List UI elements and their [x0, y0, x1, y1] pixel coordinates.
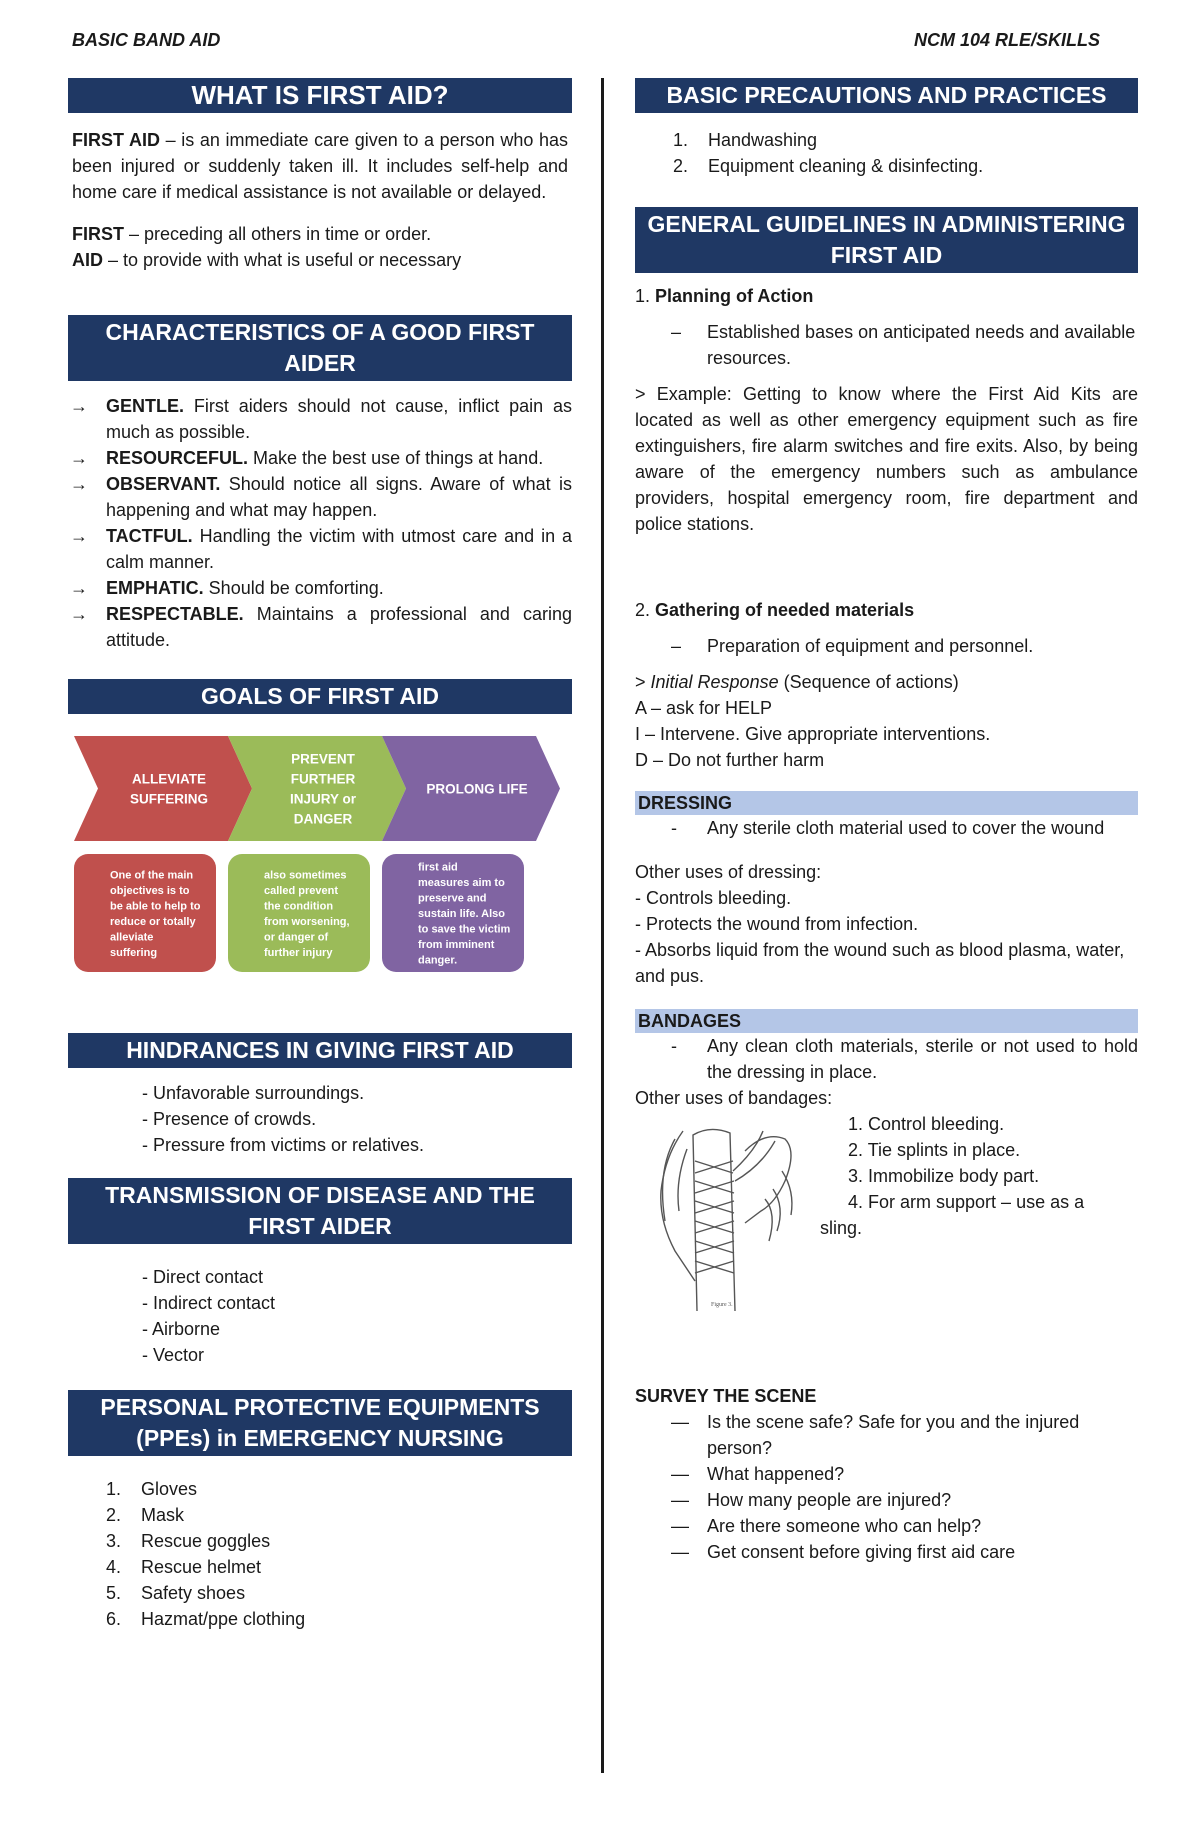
list-item-continuation: sling.: [820, 1218, 863, 1238]
list-item: - Presence of crowds.: [142, 1109, 317, 1129]
arrow-icon: →: [70, 474, 88, 494]
transmission-list: [142, 1264, 572, 1368]
goal-box-text: from imminent: [418, 939, 495, 951]
list-item: - Vector: [142, 1345, 205, 1365]
ppe-list: [68, 1476, 572, 1632]
list-item: I – Intervene. Give appropriate interventions.: [635, 724, 991, 744]
characteristics-list: [68, 393, 572, 653]
list-item: - Any sterile cloth material used to cover the wound: [671, 818, 1105, 838]
list-item: — How many people are injured?: [635, 1487, 1138, 1513]
list-item: → EMPHATIC. Should be comforting.: [68, 575, 572, 601]
figure-caption: Figure 3.: [711, 1302, 733, 1308]
section-title-survey: SURVEY THE SCENE: [635, 1386, 817, 1406]
goal-box-text: preserve and: [418, 892, 487, 905]
precautions-list: [635, 127, 1138, 179]
list-item: - Any clean cloth materials, sterile or not used to hold the dressing in place.: [671, 1036, 1138, 1082]
goal-box-text: be able to help to: [110, 900, 201, 913]
first-definition: FIRST – preceding all others in time or order.: [72, 224, 432, 244]
list-item: → RESPECTABLE. Maintains a professional and caring attitude.: [68, 601, 572, 653]
goal-box-text: to save the victim: [418, 923, 511, 936]
section-title-dressing: DRESSING: [635, 791, 1138, 815]
list-item: 1. Handwashing: [673, 130, 818, 150]
goals-diagram-svg: [68, 736, 572, 988]
list-item: → RESOURCEFUL. Make the best use of things at hand.: [68, 445, 572, 471]
dressing-uses-title: Other uses of dressing:: [635, 862, 822, 882]
dash-marker: —: [671, 1464, 689, 1484]
goal-chevron-label: PROLONG LIFE: [426, 781, 528, 797]
first-aid-definition: FIRST AID – is an immediate care given to a person who has been injured or suddenly taken ill. It includes self-help and home care if medical assistance is not available or delayed.: [72, 130, 568, 202]
goal-chevron-label: ALLEVIATE: [132, 771, 206, 787]
arrow-icon: →: [70, 604, 88, 624]
list-item: 4. For arm support – use as a: [848, 1192, 1085, 1212]
guideline-step-1-points: [635, 319, 1138, 371]
section-title-guidelines: GENERAL GUIDELINES IN ADMINISTERING FIRST AID: [635, 207, 1138, 273]
header-right-title: NCM 104 RLE/SKILLS: [913, 30, 1100, 50]
guideline-step-1: 1. Planning of Action: [635, 286, 814, 306]
goal-box-text: or danger of: [264, 931, 329, 944]
section-title-goals: GOALS OF FIRST AID: [68, 679, 572, 714]
bandages-uses-list: [820, 1111, 1130, 1241]
goal-chevron-label: INJURY or: [289, 791, 357, 807]
list-item: - Absorbs liquid from the wound such as blood plasma, water, and pus.: [635, 940, 1125, 986]
list-item: - Indirect contact: [142, 1293, 276, 1313]
list-item: → OBSERVANT. Should notice all signs. Aware of what is happening and what may happen.: [68, 471, 572, 523]
initial-response: > Initial Response (Sequence of actions): [635, 672, 959, 692]
goal-box-text: also sometimes: [264, 869, 347, 882]
goal-box-text: danger.: [418, 954, 458, 967]
guideline-step-1-example: > Example: Getting to know where the First Aid Kits are located as well as other emergency equipment such as fire extinguishers, fire alarm switches and fire exits. Also, by being aware of the emergency numbers such as ambulance providers, hospital emergency room, fire department and police stations.: [635, 384, 1138, 534]
survey-list: [635, 1409, 1138, 1565]
goals-infographic: [68, 736, 572, 988]
list-item: - Airborne: [142, 1319, 221, 1339]
bandage-figure-block: [635, 1111, 1138, 1319]
goal-box-text: the condition: [264, 900, 334, 913]
list-item: - Protects the wound from infection.: [635, 914, 919, 934]
section-title-ppe: PERSONAL PROTECTIVE EQUIPMENTS (PPEs) in EMERGENCY NURSING: [68, 1390, 572, 1456]
dressing-uses-list: [635, 885, 1138, 989]
goal-box-text: called prevent: [264, 884, 338, 897]
goal-box-text: first aid: [418, 861, 458, 874]
list-item: A – ask for HELP: [635, 698, 773, 718]
list-item: – Established bases on anticipated needs and available resources.: [671, 322, 1136, 368]
goal-chevron-label: SUFFERING: [129, 791, 209, 807]
arrow-icon: →: [70, 526, 88, 546]
dash-marker: —: [671, 1516, 689, 1536]
aid-acronym-lines: [635, 695, 1138, 773]
arrow-icon: →: [70, 396, 88, 416]
list-item: 2. Equipment cleaning & disinfecting.: [673, 156, 984, 176]
dressing-points: [635, 815, 1138, 841]
list-item: – Preparation of equipment and personnel.: [671, 636, 1034, 656]
goal-box-text: objectives is to: [110, 884, 190, 897]
goal-box-text: suffering: [110, 946, 158, 959]
bandage-figure: [635, 1111, 815, 1316]
list-item: — Is the scene safe? Safe for you and the injured person?: [635, 1409, 1138, 1461]
goal-chevron-label: PREVENT: [291, 751, 355, 767]
dash-marker: —: [671, 1412, 689, 1432]
section-title-hindrances: HINDRANCES IN GIVING FIRST AID: [68, 1033, 572, 1068]
goal-chevron-label: DANGER: [293, 811, 353, 827]
guideline-step-2-points: [635, 633, 1138, 659]
list-item: 1. Gloves: [106, 1479, 198, 1499]
right-column: [635, 78, 1138, 1565]
section-title-characteristics: CHARACTERISTICS OF A GOOD FIRST AIDER: [68, 315, 572, 381]
list-item: 2. Tie splints in place.: [848, 1140, 1021, 1160]
list-item: - Controls bleeding.: [635, 888, 792, 908]
hindrances-list: [142, 1080, 572, 1158]
list-item: 5. Safety shoes: [106, 1583, 246, 1603]
list-item: - Unfavorable surroundings.: [142, 1083, 365, 1103]
list-item: 3. Rescue goggles: [106, 1531, 271, 1551]
list-item: - Direct contact: [142, 1267, 264, 1287]
list-item: 3. Immobilize body part.: [848, 1166, 1040, 1186]
list-item: → TACTFUL. Handling the victim with utmost care and in a calm manner.: [68, 523, 572, 575]
list-item: 2. Mask: [106, 1505, 185, 1525]
list-item: — What happened?: [635, 1461, 1138, 1487]
arrow-icon: →: [70, 578, 88, 598]
list-item: 1. Control bleeding.: [848, 1114, 1005, 1134]
bandages-points: [635, 1033, 1138, 1085]
goal-chevron-1: [74, 736, 252, 841]
list-item: D – Do not further harm: [635, 750, 825, 770]
list-item: — Are there someone who can help?: [635, 1513, 1138, 1539]
goal-box-text: reduce or totally: [110, 915, 196, 928]
section-title-what-is-first-aid: WHAT IS FIRST AID?: [68, 78, 572, 113]
list-item: — Get consent before giving first aid care: [635, 1539, 1138, 1565]
goal-box-text: One of the main: [110, 869, 194, 882]
list-item: 6. Hazmat/ppe clothing: [106, 1609, 306, 1629]
goal-box-text: further injury: [264, 946, 333, 959]
guideline-step-2: 2. Gathering of needed materials: [635, 600, 915, 620]
bandages-uses-title: Other uses of bandages:: [635, 1088, 833, 1108]
page-header: [72, 30, 1100, 54]
section-title-bandages: BANDAGES: [635, 1009, 1138, 1033]
goal-box-text: sustain life. Also: [418, 908, 506, 920]
goal-box-text: measures aim to: [418, 877, 505, 889]
section-title-transmission: TRANSMISSION OF DISEASE AND THE FIRST AIDER: [68, 1178, 572, 1244]
aid-definition: AID – to provide with what is useful or necessary: [72, 250, 462, 270]
goal-chevron-label: FURTHER: [290, 771, 356, 787]
arrow-icon: →: [70, 448, 88, 468]
dash-marker: —: [671, 1490, 689, 1510]
header-left-title: BASIC BAND AID: [72, 30, 221, 50]
goal-box-text: alleviate: [110, 931, 154, 944]
dash-marker: —: [671, 1542, 689, 1562]
list-item: → GENTLE. First aiders should not cause, inflict pain as much as possible.: [68, 393, 572, 445]
left-column: [68, 78, 572, 1632]
section-title-precautions: BASIC PRECAUTIONS AND PRACTICES: [635, 78, 1138, 113]
goal-box-text: from worsening,: [264, 915, 350, 928]
column-divider: [601, 78, 604, 1773]
list-item: 4. Rescue helmet: [106, 1557, 262, 1577]
list-item: - Pressure from victims or relatives.: [142, 1135, 425, 1155]
